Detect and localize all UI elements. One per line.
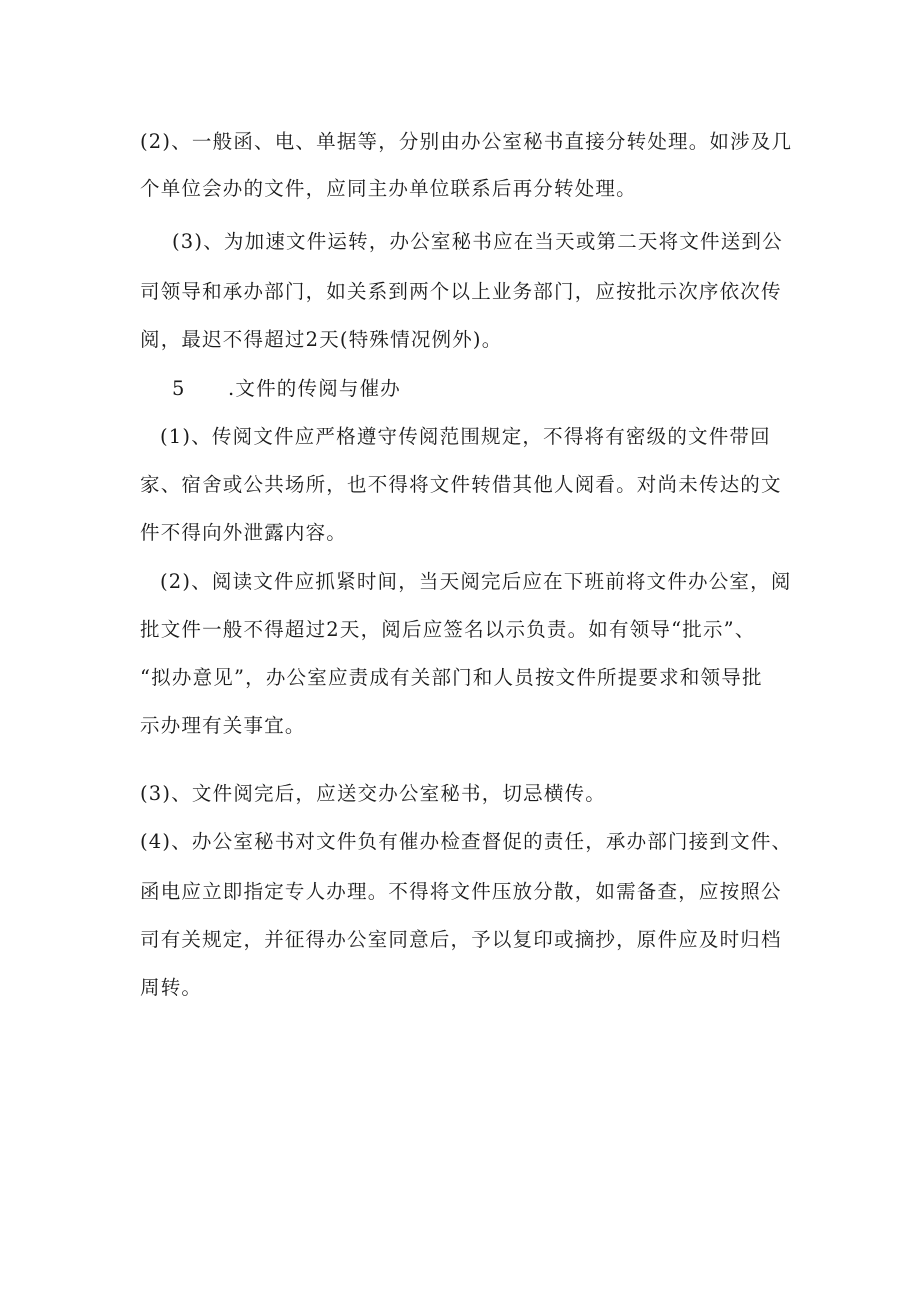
- paragraph-4-line-3: “拟办意见”，办公室应责成有关部门和人员按文件所提要求和领导批: [140, 666, 763, 689]
- paragraph-2-line-1: (3)、为加速文件运转，办公室秘书应在当天或第二天将文件送到公: [172, 230, 783, 253]
- paragraph-1-line-1: (2)、一般函、电、单据等，分别由办公室秘书直接分转处理。如涉及几: [140, 130, 793, 153]
- section-number: 5: [172, 377, 185, 400]
- paragraph-4-line-4: 示办理有关事宜。: [140, 714, 306, 737]
- paragraph-6-line-4: 周转。: [140, 976, 203, 999]
- paragraph-3-line-3: 件不得向外泄露内容。: [140, 521, 348, 544]
- paragraph-6-line-1: (4)、办公室秘书对文件负有催办检查督促的责任，承办部门接到文件、: [140, 830, 793, 853]
- paragraph-5-line-1: (3)、文件阅完后，应送交办公室秘书，切忌横传。: [140, 782, 606, 805]
- paragraph-4-line-1: (2)、阅读文件应抓紧时间，当天阅完后应在下班前将文件办公室，阅: [160, 570, 792, 593]
- paragraph-4-line-2: 批文件一般不得超过2天，阅后应签名以示负责。如有领导“批示”、: [140, 618, 756, 641]
- paragraph-6-line-2: 函电应立即指定专人办理。不得将文件压放分散，如需备查，应按照公: [140, 880, 782, 903]
- section-title: .文件的传阅与催办: [228, 377, 401, 400]
- paragraph-2-line-2: 司领导和承办部门，如关系到两个以上业务部门，应按批示次序依次传: [140, 280, 782, 303]
- paragraph-1-line-2: 个单位会办的文件，应同主办单位联系后再分转处理。: [140, 177, 637, 200]
- paragraph-2-line-3: 阅，最迟不得超过2天(特殊情况例外)。: [140, 328, 503, 351]
- paragraph-3-line-1: (1)、传阅文件应严格遵守传阅范围规定，不得将有密级的文件带回: [160, 425, 771, 448]
- paragraph-6-line-3: 司有关规定，并征得办公室同意后，予以复印或摘抄，原件应及时归档: [140, 928, 782, 951]
- paragraph-3-line-2: 家、宿舍或公共场所，也不得将文件转借其他人阅看。对尚未传达的文: [140, 473, 782, 496]
